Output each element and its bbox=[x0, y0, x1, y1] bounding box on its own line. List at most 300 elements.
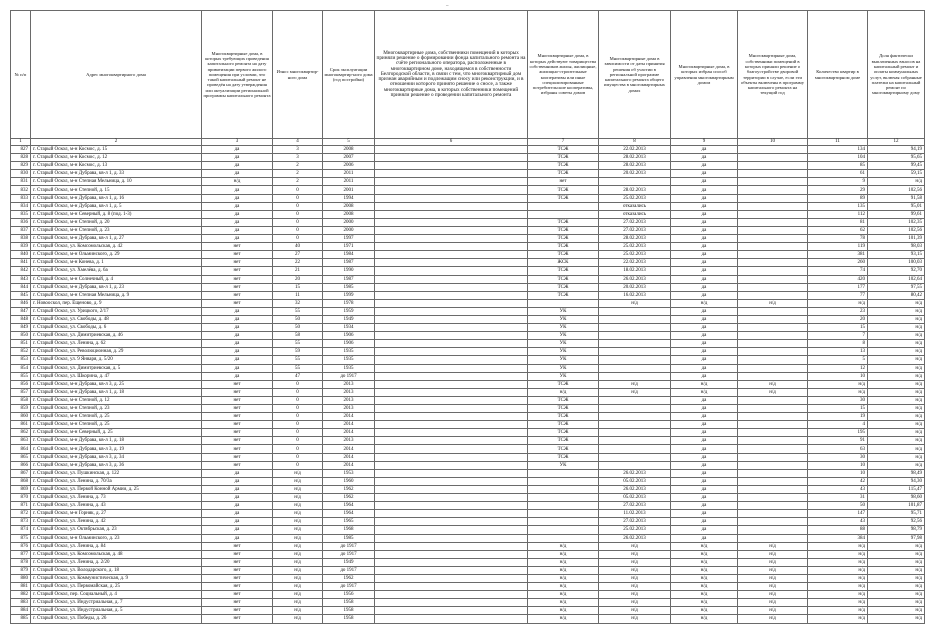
table-row bbox=[11, 615, 925, 623]
cell-year: 1958 bbox=[323, 607, 375, 615]
cell-wear: 59 bbox=[273, 348, 323, 356]
cell-management: да bbox=[671, 226, 738, 234]
cell-address: г. Старый Оскол, ул. Ленина, д. 70/3а bbox=[31, 477, 202, 485]
cell-management: да bbox=[671, 162, 738, 170]
cell-num: 840 bbox=[11, 251, 31, 259]
cell-hoa: УК bbox=[528, 315, 599, 323]
cell-needs-repair: да bbox=[202, 469, 273, 477]
cell-wear: 55 bbox=[273, 364, 323, 372]
cell-num: 860 bbox=[11, 413, 31, 421]
table-row bbox=[11, 445, 925, 453]
cell-year: 1965 bbox=[323, 518, 375, 526]
cell-year: 2013 bbox=[323, 405, 375, 413]
cell-hoa: ТСЖ bbox=[528, 453, 599, 461]
cell-management: да bbox=[671, 218, 738, 226]
cell-apartments: 4 bbox=[808, 421, 868, 429]
cell-needs-repair: да bbox=[202, 324, 273, 332]
cell-hoa: н/д bbox=[528, 550, 599, 558]
column-number: 9 bbox=[671, 139, 738, 146]
cell-address: г. Старый Оскол, м-н Солнечный, д. 4 bbox=[31, 275, 202, 283]
cell-landscaping bbox=[738, 429, 808, 437]
cell-apartments: 134 bbox=[808, 146, 868, 154]
cell-decision-date: н/д bbox=[599, 607, 671, 615]
table-row bbox=[11, 299, 925, 307]
cell-year: 1949 bbox=[323, 558, 375, 566]
cell-hoa: ТСЖ bbox=[528, 194, 599, 202]
cell-owner-decision bbox=[375, 526, 528, 534]
cell-wear: 0 bbox=[273, 194, 323, 202]
cell-payment-share: н/д bbox=[868, 453, 925, 461]
cell-management: н/д bbox=[671, 615, 738, 623]
table-row bbox=[11, 235, 925, 243]
cell-decision-date: отказались bbox=[599, 210, 671, 218]
table-row bbox=[11, 421, 925, 429]
cell-decision-date bbox=[599, 340, 671, 348]
cell-wear: 0 bbox=[273, 226, 323, 234]
cell-apartments: 119 bbox=[808, 243, 868, 251]
cell-payment-share: 102,56 bbox=[868, 226, 925, 234]
cell-num: 877 bbox=[11, 550, 31, 558]
cell-wear: н/д bbox=[273, 615, 323, 623]
cell-num: 855 bbox=[11, 372, 31, 380]
cell-decision-date bbox=[599, 445, 671, 453]
cell-owner-decision bbox=[375, 485, 528, 493]
cell-payment-share: 115,47 bbox=[868, 485, 925, 493]
cell-num: 867 bbox=[11, 469, 31, 477]
cell-address: г. Старый Оскол, ул. Димитриевская, д. 46 bbox=[31, 332, 202, 340]
cell-num: 869 bbox=[11, 485, 31, 493]
cell-apartments: 85 bbox=[808, 162, 868, 170]
cell-address: г. Старый Оскол, м-н Дубрава, кв-л 3, д. 19 bbox=[31, 445, 202, 453]
cell-payment-share: н/д bbox=[868, 396, 925, 404]
cell-hoa: н/д bbox=[528, 599, 599, 607]
cell-hoa bbox=[528, 202, 599, 210]
table-row bbox=[11, 566, 925, 574]
cell-management: да bbox=[671, 405, 738, 413]
cell-hoa: ТСЖ bbox=[528, 154, 599, 162]
cell-num: 841 bbox=[11, 259, 31, 267]
cell-management: н/д bbox=[671, 299, 738, 307]
table-row bbox=[11, 526, 925, 534]
cell-owner-decision bbox=[375, 194, 528, 202]
cell-year: 2000 bbox=[323, 218, 375, 226]
cell-wear: 55 bbox=[273, 356, 323, 364]
cell-decision-date: н/д bbox=[599, 566, 671, 574]
cell-apartments: 260 bbox=[808, 259, 868, 267]
table-row bbox=[11, 315, 925, 323]
cell-decision-date: н/д bbox=[599, 542, 671, 550]
cell-needs-repair: нет bbox=[202, 437, 273, 445]
cell-year: 2014 bbox=[323, 461, 375, 469]
cell-needs-repair: нет bbox=[202, 388, 273, 396]
cell-needs-repair: нет bbox=[202, 259, 273, 267]
cell-address: г. Старый Оскол, м-н Степной, д. 25 bbox=[31, 421, 202, 429]
cell-num: 875 bbox=[11, 534, 31, 542]
cell-owner-decision bbox=[375, 405, 528, 413]
cell-owner-decision bbox=[375, 494, 528, 502]
column-number: 1 bbox=[11, 139, 31, 146]
column-number: 4 bbox=[273, 139, 323, 146]
cell-landscaping bbox=[738, 283, 808, 291]
cell-year: 1978 bbox=[323, 299, 375, 307]
cell-apartments: 9 bbox=[808, 178, 868, 186]
cell-landscaping bbox=[738, 340, 808, 348]
header-cell-needs-repair: Многоквартирные дома, в которых требующих проведения капитального ремонта на дату приватизации первого жилого помещения при условии, что такой капитальный ремонт не проведён на дату утверждения или актуализации региональной программы капитального ремонта bbox=[202, 11, 273, 139]
cell-needs-repair: нет bbox=[202, 380, 273, 388]
cell-decision-date: 22.02.2013 bbox=[599, 146, 671, 154]
cell-owner-decision bbox=[375, 210, 528, 218]
cell-wear: 11 bbox=[273, 291, 323, 299]
cell-wear: н/д bbox=[273, 485, 323, 493]
cell-num: 854 bbox=[11, 364, 31, 372]
cell-landscaping bbox=[738, 210, 808, 218]
cell-needs-repair: нет bbox=[202, 607, 273, 615]
cell-owner-decision bbox=[375, 574, 528, 582]
cell-apartments: 50 bbox=[808, 502, 868, 510]
cell-payment-share: н/д bbox=[868, 421, 925, 429]
table-row bbox=[11, 485, 925, 493]
cell-apartments: 29 bbox=[808, 186, 868, 194]
cell-payment-share: 100,03 bbox=[868, 259, 925, 267]
cell-year: 1987 bbox=[323, 275, 375, 283]
cell-needs-repair: нет bbox=[202, 251, 273, 259]
cell-landscaping bbox=[738, 275, 808, 283]
table-row bbox=[11, 453, 925, 461]
cell-owner-decision bbox=[375, 178, 528, 186]
cell-num: 864 bbox=[11, 445, 31, 453]
cell-decision-date: 28.02.2013 bbox=[599, 235, 671, 243]
cell-needs-repair: да bbox=[202, 226, 273, 234]
cell-hoa: н/д bbox=[528, 607, 599, 615]
cell-owner-decision bbox=[375, 429, 528, 437]
cell-owner-decision bbox=[375, 469, 528, 477]
cell-needs-repair: да bbox=[202, 210, 273, 218]
column-number: 3 bbox=[202, 139, 273, 146]
table-row bbox=[11, 518, 925, 526]
cell-payment-share: 101,39 bbox=[868, 235, 925, 243]
header-cell-year: Срок эксплуатации многоквартир-ного дома (год постройки) bbox=[323, 11, 375, 139]
cell-needs-repair: нет bbox=[202, 542, 273, 550]
cell-owner-decision bbox=[375, 542, 528, 550]
cell-wear: 0 bbox=[273, 202, 323, 210]
cell-apartments: н/д bbox=[808, 583, 868, 591]
cell-payment-share: н/д bbox=[868, 599, 925, 607]
cell-apartments: 420 bbox=[808, 275, 868, 283]
cell-owner-decision bbox=[375, 291, 528, 299]
cell-hoa: УК bbox=[528, 356, 599, 364]
table-row bbox=[11, 380, 925, 388]
column-number: 6 bbox=[375, 139, 528, 146]
cell-payment-share: н/д bbox=[868, 315, 925, 323]
cell-wear: н/д bbox=[273, 526, 323, 534]
cell-wear: 40 bbox=[273, 243, 323, 251]
cell-hoa: ТСЖ bbox=[528, 291, 599, 299]
cell-year: 1990 bbox=[323, 267, 375, 275]
cell-apartments: 112 bbox=[808, 210, 868, 218]
cell-apartments: 63 bbox=[808, 445, 868, 453]
header-cell-payment-share: Доля фактически выплаченных взносов на капитальный ремонт и оплаты коммунальных услут, включая собранные платежи на капитальный ремонт по многоквартирному дому bbox=[868, 11, 925, 139]
cell-owner-decision bbox=[375, 502, 528, 510]
cell-needs-repair: нет bbox=[202, 299, 273, 307]
table-row bbox=[11, 550, 925, 558]
cell-apartments: 7 bbox=[808, 332, 868, 340]
cell-payment-share: 102,56 bbox=[868, 186, 925, 194]
cell-decision-date: 27.02.2013 bbox=[599, 518, 671, 526]
cell-payment-share: 102,64 bbox=[868, 275, 925, 283]
cell-wear: 0 bbox=[273, 453, 323, 461]
cell-owner-decision bbox=[375, 251, 528, 259]
cell-address: г. Старый Оскол, м-н Дубрава, кв-л 1, д. 27 bbox=[31, 235, 202, 243]
cell-landscaping bbox=[738, 291, 808, 299]
cell-apartments: 195 bbox=[808, 429, 868, 437]
cell-landscaping bbox=[738, 413, 808, 421]
cell-needs-repair: нет bbox=[202, 421, 273, 429]
cell-hoa: УК bbox=[528, 332, 599, 340]
cell-hoa: н/д bbox=[528, 591, 599, 599]
cell-owner-decision bbox=[375, 510, 528, 518]
cell-needs-repair: да bbox=[202, 307, 273, 315]
cell-needs-repair: нет bbox=[202, 396, 273, 404]
cell-management: да bbox=[671, 445, 738, 453]
table-row bbox=[11, 340, 925, 348]
cell-address: г. Старый Оскол, м-н Северный, д. 25 bbox=[31, 429, 202, 437]
cell-needs-repair: да bbox=[202, 494, 273, 502]
table-row bbox=[11, 558, 925, 566]
cell-year: 1971 bbox=[323, 243, 375, 251]
cell-hoa: ЖСК bbox=[528, 259, 599, 267]
cell-management: да bbox=[671, 170, 738, 178]
cell-address: г. Старый Оскол, м-н Дубрава, кв-л 3, д. 25 bbox=[31, 380, 202, 388]
cell-wear: 2 bbox=[273, 162, 323, 170]
cell-management: да bbox=[671, 429, 738, 437]
cell-wear: н/д bbox=[273, 607, 323, 615]
cell-wear: 0 bbox=[273, 413, 323, 421]
cell-decision-date: н/д bbox=[599, 388, 671, 396]
cell-management: да bbox=[671, 494, 738, 502]
cell-year: 1935 bbox=[323, 364, 375, 372]
cell-apartments: н/д bbox=[808, 550, 868, 558]
cell-year: 1906 bbox=[323, 332, 375, 340]
cell-hoa bbox=[528, 534, 599, 542]
cell-apartments: н/д bbox=[808, 574, 868, 582]
cell-year: 1962 bbox=[323, 494, 375, 502]
table-row bbox=[11, 210, 925, 218]
cell-landscaping bbox=[738, 396, 808, 404]
cell-apartments: н/д bbox=[808, 566, 868, 574]
cell-year: 2007 bbox=[323, 154, 375, 162]
cell-num: 873 bbox=[11, 518, 31, 526]
cell-address: г. Старый Оскол, ул. Свободы, д. 48 bbox=[31, 315, 202, 323]
header-cell-hoa: Многоквартирные дома, в которых действуют товарищества собственников жилья, жилищные, жилищно-строительные кооперативы или иные специализированные потребительские кооперативы, избраны советы домов bbox=[528, 11, 599, 139]
cell-decision-date: 20.02.2013 bbox=[599, 283, 671, 291]
cell-decision-date: 28.02.2013 bbox=[599, 186, 671, 194]
cell-owner-decision bbox=[375, 299, 528, 307]
cell-apartments: 30 bbox=[808, 396, 868, 404]
cell-year: 2014 bbox=[323, 421, 375, 429]
cell-hoa: УК bbox=[528, 372, 599, 380]
cell-management: н/д bbox=[671, 591, 738, 599]
cell-num: 885 bbox=[11, 615, 31, 623]
cell-management: да bbox=[671, 437, 738, 445]
cell-year: 2011 bbox=[323, 178, 375, 186]
cell-landscaping: н/д bbox=[738, 583, 808, 591]
column-number: 10 bbox=[738, 139, 808, 146]
cell-landscaping bbox=[738, 202, 808, 210]
cell-apartments: 91 bbox=[808, 437, 868, 445]
cell-payment-share: н/д bbox=[868, 461, 925, 469]
cell-wear: 0 bbox=[273, 437, 323, 445]
cell-wear: н/д bbox=[273, 591, 323, 599]
cell-owner-decision bbox=[375, 356, 528, 364]
cell-management: да bbox=[671, 275, 738, 283]
column-number: 12 bbox=[868, 139, 925, 146]
cell-decision-date: 28.02.2013 bbox=[599, 154, 671, 162]
cell-landscaping bbox=[738, 518, 808, 526]
cell-payment-share: н/д bbox=[868, 615, 925, 623]
cell-payment-share: н/д bbox=[868, 542, 925, 550]
cell-apartments: 15 bbox=[808, 324, 868, 332]
cell-payment-share: н/д bbox=[868, 405, 925, 413]
cell-hoa bbox=[528, 469, 599, 477]
cell-hoa: н/д bbox=[528, 574, 599, 582]
cell-num: 879 bbox=[11, 566, 31, 574]
cell-apartments: 135 bbox=[808, 202, 868, 210]
cell-management: да bbox=[671, 332, 738, 340]
cell-needs-repair: да bbox=[202, 372, 273, 380]
cell-apartments: 77 bbox=[808, 291, 868, 299]
cell-apartments: н/д bbox=[808, 542, 868, 550]
cell-decision-date bbox=[599, 413, 671, 421]
cell-decision-date bbox=[599, 356, 671, 364]
cell-num: 852 bbox=[11, 348, 31, 356]
cell-address: г. Старый Оскол, ул. Урицкого, 2/17 bbox=[31, 307, 202, 315]
cell-payment-share: н/д bbox=[868, 413, 925, 421]
cell-decision-date bbox=[599, 405, 671, 413]
cell-year: 2013 bbox=[323, 396, 375, 404]
cell-apartments: 15 bbox=[808, 405, 868, 413]
cell-decision-date bbox=[599, 437, 671, 445]
cell-num: 830 bbox=[11, 170, 31, 178]
cell-decision-date bbox=[599, 453, 671, 461]
cell-wear: н/д bbox=[273, 534, 323, 542]
cell-payment-share: 101,87 bbox=[868, 502, 925, 510]
cell-year: 2014 bbox=[323, 453, 375, 461]
cell-num: 847 bbox=[11, 307, 31, 315]
cell-apartments: н/д bbox=[808, 607, 868, 615]
cell-payment-share: 92,56 bbox=[868, 518, 925, 526]
cell-management: н/д bbox=[671, 388, 738, 396]
cell-landscaping: н/д bbox=[738, 299, 808, 307]
cell-address: г. Старый Оскол, м-н Ольминского, д. 23 bbox=[31, 534, 202, 542]
table-row bbox=[11, 154, 925, 162]
cell-decision-date: 22.02.2013 bbox=[599, 259, 671, 267]
cell-address: г. Старый Оскол, ул. Индустриальная, д. 7 bbox=[31, 599, 202, 607]
cell-owner-decision bbox=[375, 259, 528, 267]
cell-needs-repair: да bbox=[202, 332, 273, 340]
cell-decision-date: н/д bbox=[599, 299, 671, 307]
cell-apartments: 62 bbox=[808, 226, 868, 234]
cell-payment-share: 92,70 bbox=[868, 267, 925, 275]
cell-hoa: н/д bbox=[528, 615, 599, 623]
table-body bbox=[11, 139, 925, 624]
cell-needs-repair: нет bbox=[202, 283, 273, 291]
cell-decision-date: н/д bbox=[599, 558, 671, 566]
cell-year: 1964 bbox=[323, 510, 375, 518]
cell-payment-share: 98,79 bbox=[868, 526, 925, 534]
cell-needs-repair: да bbox=[202, 526, 273, 534]
cell-needs-repair: нет bbox=[202, 291, 273, 299]
cell-hoa: н/д bbox=[528, 542, 599, 550]
cell-num: 837 bbox=[11, 226, 31, 234]
cell-hoa: ТСЖ bbox=[528, 380, 599, 388]
cell-payment-share: н/д bbox=[868, 550, 925, 558]
cell-owner-decision bbox=[375, 307, 528, 315]
cell-wear: н/д bbox=[273, 502, 323, 510]
cell-landscaping bbox=[738, 421, 808, 429]
cell-apartments: 89 bbox=[808, 194, 868, 202]
cell-apartments: 10 bbox=[808, 461, 868, 469]
cell-landscaping bbox=[738, 485, 808, 493]
cell-apartments: н/д bbox=[808, 299, 868, 307]
cell-address: г. Старый Оскол, м-н Космос, д. 15 bbox=[31, 146, 202, 154]
cell-landscaping bbox=[738, 461, 808, 469]
cell-year: 1984 bbox=[323, 251, 375, 259]
cell-needs-repair: нет bbox=[202, 615, 273, 623]
cell-wear: 15 bbox=[273, 283, 323, 291]
column-number: 5 bbox=[323, 139, 375, 146]
cell-decision-date: 11.02.2013 bbox=[599, 510, 671, 518]
cell-year: 2008 bbox=[323, 202, 375, 210]
cell-wear: 21 bbox=[273, 267, 323, 275]
cell-decision-date: 28.02.2013 bbox=[599, 162, 671, 170]
cell-needs-repair: да bbox=[202, 348, 273, 356]
cell-address: г. Старый Оскол, ул. Пушкинская, д. 122 bbox=[31, 469, 202, 477]
cell-owner-decision bbox=[375, 154, 528, 162]
cell-landscaping bbox=[738, 469, 808, 477]
cell-wear: 0 bbox=[273, 445, 323, 453]
cell-hoa: ТСЖ bbox=[528, 275, 599, 283]
cell-apartments: 78 bbox=[808, 235, 868, 243]
cell-decision-date bbox=[599, 332, 671, 340]
cell-num: 872 bbox=[11, 510, 31, 518]
cell-payment-share: н/д bbox=[868, 307, 925, 315]
cell-hoa: ТСЖ bbox=[528, 146, 599, 154]
cell-apartments: 10 bbox=[808, 372, 868, 380]
cell-management: да bbox=[671, 453, 738, 461]
cell-owner-decision bbox=[375, 518, 528, 526]
cell-owner-decision bbox=[375, 380, 528, 388]
cell-management: н/д bbox=[671, 566, 738, 574]
table-row bbox=[11, 259, 925, 267]
table-row bbox=[11, 348, 925, 356]
cell-hoa: ТСЖ bbox=[528, 445, 599, 453]
cell-management: н/д bbox=[671, 599, 738, 607]
cell-payment-share: н/д bbox=[868, 348, 925, 356]
cell-wear: 27 bbox=[273, 251, 323, 259]
cell-wear: 0 bbox=[273, 210, 323, 218]
table-row bbox=[11, 388, 925, 396]
cell-hoa bbox=[528, 299, 599, 307]
cell-decision-date: 27.02.2013 bbox=[599, 502, 671, 510]
cell-needs-repair: да bbox=[202, 146, 273, 154]
cell-wear: 2 bbox=[273, 170, 323, 178]
cell-num: 834 bbox=[11, 202, 31, 210]
table-row bbox=[11, 413, 925, 421]
cell-apartments: 30 bbox=[808, 453, 868, 461]
cell-num: 878 bbox=[11, 558, 31, 566]
cell-wear: 55 bbox=[273, 307, 323, 315]
cell-landscaping bbox=[738, 307, 808, 315]
